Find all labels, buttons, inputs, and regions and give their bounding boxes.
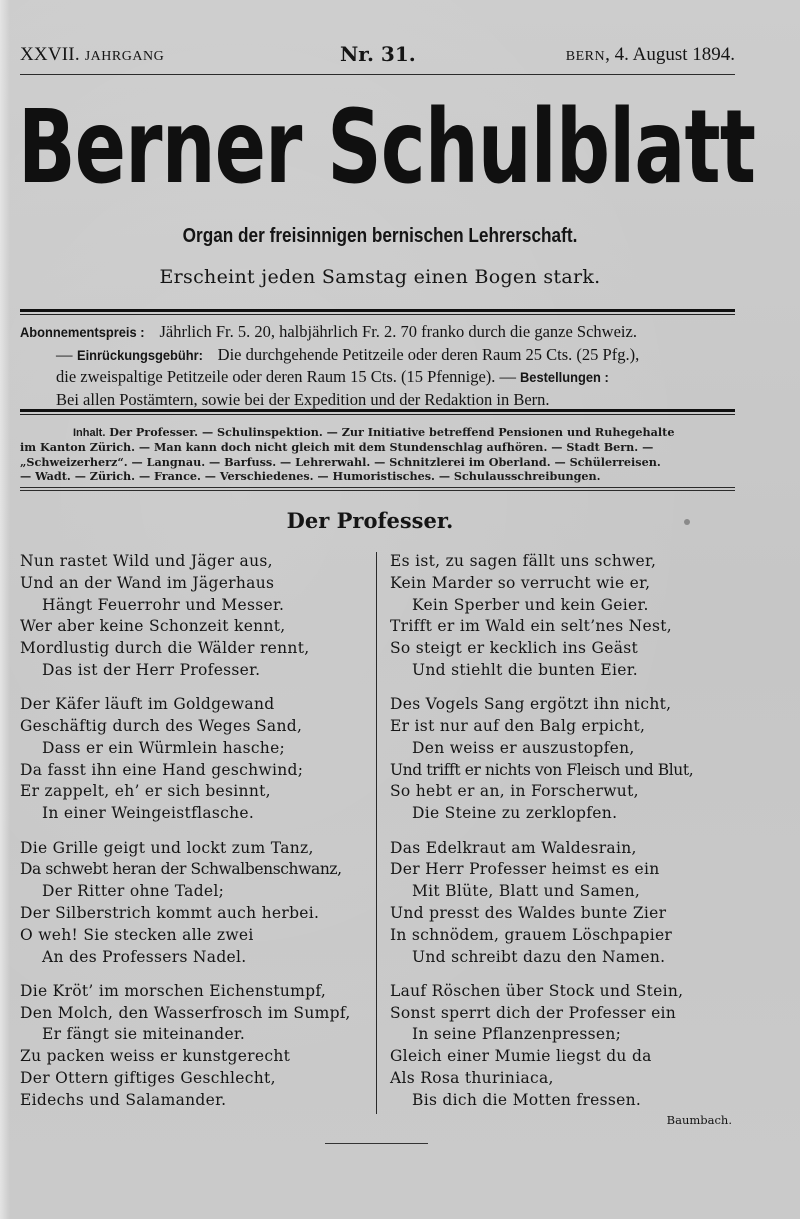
verse-line: Und trifft er nichts von Fleisch und Blut, bbox=[390, 760, 694, 779]
verse-line: Gleich einer Mumie liegst du da bbox=[390, 1047, 652, 1066]
verse-line: Mordlustig durch die Wälder rennt, bbox=[20, 639, 310, 658]
verse-line: Trifft er im Wald ein selt’nes Nest, bbox=[390, 617, 673, 636]
verse-line: Da schwebt heran der Schwalbenschwanz, bbox=[20, 860, 342, 879]
verse-line: In einer Weingeistflasche. bbox=[42, 804, 255, 823]
verse-line: Mit Blüte, Blatt und Samen, bbox=[412, 882, 641, 901]
subscription-info bbox=[20, 321, 736, 410]
verse-line: Der Ottern giftiges Geschlecht, bbox=[20, 1069, 276, 1088]
volume-word: JAHRGANG bbox=[84, 49, 165, 64]
petitzeile-text: die zweispaltige Petitzeile oder deren Raum 15 Cts. (15 Pfennige). — bbox=[56, 367, 521, 386]
verse-line: Und schreibt dazu den Namen. bbox=[412, 947, 666, 966]
verse-line: Er zappelt, eh’ er sich besinnt, bbox=[20, 782, 271, 801]
verse-line: Des Vogels Sang ergötzt ihn nicht, bbox=[390, 695, 672, 714]
verse-line: Es ist, zu sagen fällt uns schwer, bbox=[390, 552, 657, 570]
verse-line: Da fasst ihn eine Hand geschwind; bbox=[20, 760, 304, 779]
verse-line: Das Edelkraut am Waldesrain, bbox=[390, 838, 637, 857]
article-end-rule bbox=[325, 1143, 428, 1144]
volume-numeral: XXVII. bbox=[20, 44, 80, 65]
verse-line: An des Professers Nadel. bbox=[42, 947, 247, 966]
verse-line: Bis dich die Motten fressen. bbox=[412, 1090, 642, 1109]
verse-line: In seine Pflanzenpressen; bbox=[412, 1025, 622, 1044]
contents-bottom-rule-1 bbox=[20, 487, 735, 488]
article-title: Der Professer. bbox=[286, 508, 454, 533]
volume-label bbox=[20, 44, 164, 66]
table-of-contents bbox=[20, 425, 740, 484]
newspaper-subtitle: Organ der freisinnigen bernischen Lehrerschaft. bbox=[182, 225, 578, 247]
einrueckung-text: Die durchgehende Petitzeile oder deren Raum 25 Cts. (25 Pfg.), bbox=[213, 344, 640, 364]
masthead-meta bbox=[20, 44, 735, 70]
verse-line: Wer aber keine Schonzeit kennt, bbox=[20, 617, 286, 636]
issue-number: Nr. 31. bbox=[340, 42, 416, 66]
publication-schedule: Erscheint jeden Samstag einen Bogen stark. bbox=[159, 266, 601, 288]
stanza bbox=[390, 551, 740, 682]
verse-line: Dass er ein Würmlein hasche; bbox=[42, 738, 286, 757]
place-name: BERN bbox=[565, 49, 606, 64]
contents-line-2: im Kanton Zürich. — Man kann doch nicht gleich mit dem Stundenschlag aufhören. — Stadt Bern. — bbox=[20, 440, 654, 455]
abonnement-text: Jährlich Fr. 5. 20, halbjährlich Fr. 2. 70 franko durch die ganze Schweiz. bbox=[155, 322, 637, 341]
stanza bbox=[20, 694, 370, 825]
verse-line: Den Molch, den Wasserfrosch im Sumpf, bbox=[20, 1003, 351, 1022]
verse-line: Und stiehlt die bunten Eier. bbox=[412, 660, 638, 679]
print-speck bbox=[684, 519, 690, 525]
abonnement-label: Abonnementspreis : bbox=[20, 324, 145, 340]
verse-line: Lauf Röschen über Stock und Stein, bbox=[390, 981, 684, 1000]
verse-line: Der Herr Professer heimst es ein bbox=[390, 860, 660, 879]
contents-line-4: — Wadt. — Zürich. — France. — Verschiedenes. — Humoristisches. — Schulausschreibungen. bbox=[20, 469, 601, 484]
verse-line: Kein Sperber und kein Geier. bbox=[412, 595, 649, 614]
verse-line: Geschäftig durch des Weges Sand, bbox=[20, 717, 303, 736]
verse-line: Nun rastet Wild und Jäger aus, bbox=[20, 552, 273, 570]
verse-line: Kein Marder so verrucht wie er, bbox=[390, 573, 651, 592]
subscription-top-rule bbox=[20, 309, 735, 315]
dash: — bbox=[56, 344, 77, 364]
stanza bbox=[390, 694, 740, 825]
verse-line: Hängt Feuerrohr und Messer. bbox=[42, 595, 285, 614]
page-edge-highlight bbox=[0, 0, 10, 1219]
newspaper-title: Berner Schulblatt bbox=[18, 88, 756, 207]
verse-line: O weh! Sie stecken alle zwei bbox=[20, 925, 254, 944]
bestellungen-label: Bestellungen : bbox=[520, 369, 609, 385]
poem-left-column bbox=[20, 551, 370, 1124]
stanza bbox=[20, 981, 370, 1112]
contents-text: Der Professer. — Schulinspektion. — Zur Initiative betreffend Pensionen und Ruhegehalte bbox=[105, 425, 675, 439]
header-rule bbox=[20, 74, 735, 75]
subscription-line-1 bbox=[20, 321, 736, 344]
stanza bbox=[20, 551, 370, 682]
verse-line: Er fängt sie miteinander. bbox=[42, 1025, 246, 1044]
verse-line: Und an der Wand im Jägerhaus bbox=[20, 573, 275, 592]
subscription-line-4: Bei allen Postämtern, sowie bei der Expedition und der Redaktion in Bern. bbox=[56, 389, 550, 409]
date-text: , 4. August 1894. bbox=[605, 44, 735, 65]
verse-line: Die Grille geigt und lockt zum Tanz, bbox=[20, 838, 314, 857]
stanza bbox=[20, 838, 370, 969]
contents-line-3: „Schweizerherz“. — Langnau. — Barfuss. — Lehrerwahl. — Schnitzlerei im Oberland. — Schülerreisen. bbox=[20, 454, 661, 469]
verse-line: Das ist der Herr Professer. bbox=[42, 660, 261, 679]
contents-line-1 bbox=[20, 425, 740, 440]
stanza bbox=[390, 838, 740, 969]
stanza bbox=[390, 981, 740, 1112]
issue-date bbox=[566, 44, 735, 66]
subscription-line-3 bbox=[20, 366, 736, 389]
verse-line: Sonst sperrt dich der Professer ein bbox=[390, 1003, 677, 1022]
verse-line: Der Silberstrich kommt auch herbei. bbox=[20, 903, 320, 922]
poem-author: Baumbach. bbox=[666, 1113, 732, 1127]
verse-line: Die Kröt’ im morschen Eichenstumpf, bbox=[20, 981, 327, 1000]
verse-line: Und presst des Waldes bunte Zier bbox=[390, 903, 667, 922]
verse-line: So steigt er kecklich ins Geäst bbox=[390, 639, 639, 658]
verse-line: Der Ritter ohne Tadel; bbox=[42, 882, 225, 901]
verse-line: Der Käfer läuft im Goldgewand bbox=[20, 695, 275, 714]
verse-line: Zu packen weiss er kunstgerecht bbox=[20, 1047, 291, 1066]
verse-line: Eidechs und Salamander. bbox=[20, 1090, 227, 1109]
verse-line: Er ist nur auf den Balg erpicht, bbox=[390, 717, 646, 736]
verse-line: Den weiss er auszustopfen, bbox=[412, 738, 635, 757]
verse-line: In schnödem, grauem Löschpapier bbox=[390, 925, 673, 944]
einrueckung-label: Einrückungsgebühr: bbox=[76, 346, 203, 363]
contents-bottom-rule-2 bbox=[20, 490, 735, 491]
verse-line: Als Rosa thuriniaca, bbox=[390, 1069, 554, 1088]
contents-top-rule bbox=[20, 409, 735, 415]
subscription-line-2 bbox=[20, 344, 736, 367]
verse-line: Die Steine zu zerklopfen. bbox=[412, 804, 618, 823]
column-divider bbox=[376, 552, 377, 1114]
contents-label: Inhalt. bbox=[73, 427, 106, 439]
poem-right-column bbox=[390, 551, 740, 1124]
verse-line: So hebt er an, in Forscherwut, bbox=[390, 782, 639, 801]
